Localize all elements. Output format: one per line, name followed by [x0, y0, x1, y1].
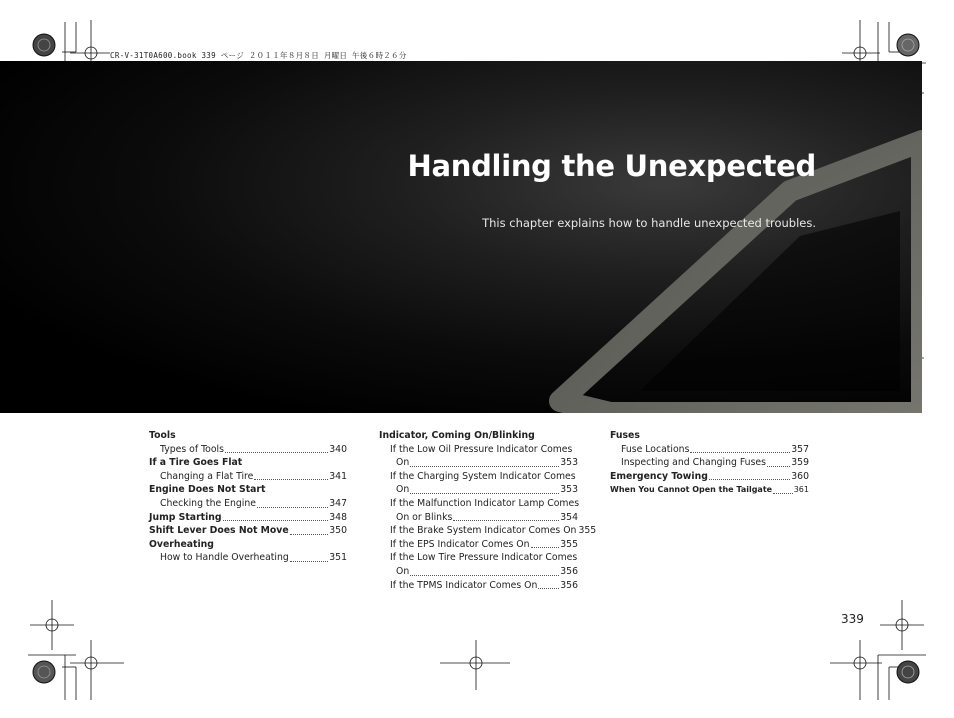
toc-entry-low-tire-pressure[interactable]: If the Low Tire Pressure Indicator Comes On 356: [390, 552, 578, 577]
toc-entry-emergency-towing[interactable]: Emergency Towing 360: [610, 470, 809, 482]
toc-entry-checking-engine[interactable]: Checking the Engine 347: [160, 497, 347, 509]
toc-column-2: [379, 429, 597, 592]
chapter-banner: [0, 61, 922, 413]
toc-entry-shift-lever[interactable]: Shift Lever Does Not Move 350: [149, 525, 347, 537]
toc-heading-tools[interactable]: Tools: [149, 430, 176, 441]
toc-heading-engine-does-not-start[interactable]: Engine Does Not Start: [149, 484, 266, 496]
page-number: 339: [841, 612, 864, 626]
chapter-subtitle: This chapter explains how to handle unexpected troubles.: [482, 216, 816, 230]
toc-entry-low-oil-pressure[interactable]: If the Low Oil Pressure Indicator Comes On 353: [390, 443, 578, 469]
toc-entry-changing-flat-tire[interactable]: Changing a Flat Tire 341: [160, 470, 347, 482]
toc-column-1: [149, 429, 347, 565]
toc-heading-overheating[interactable]: Overheating: [149, 538, 214, 550]
toc-heading-indicator[interactable]: Indicator, Coming On/Blinking: [379, 430, 535, 441]
toc-entry-types-of-tools[interactable]: Types of Tools 340: [160, 443, 347, 455]
print-header: CR-V-31T0A600.book 339 ページ ２０１１年８月８日 月曜日 午後６時２６分: [110, 51, 407, 60]
chapter-title: Handling the Unexpected: [407, 149, 816, 183]
toc-column-3: [610, 429, 809, 497]
toc-entry-handle-overheating[interactable]: How to Handle Overheating 351: [160, 552, 347, 564]
warning-triangle-image: [0, 61, 922, 413]
toc-heading-fuses[interactable]: Fuses: [610, 430, 640, 441]
toc-entry-fuse-locations[interactable]: Fuse Locations 357: [621, 443, 809, 455]
toc-entry-tailgate[interactable]: When You Cannot Open the Tailgate 361: [610, 485, 809, 495]
toc-entry-charging-system[interactable]: If the Charging System Indicator Comes On 353: [390, 470, 578, 496]
toc-entry-malfunction-indicator[interactable]: If the Malfunction Indicator Lamp Comes On or Blinks 354: [390, 497, 580, 523]
toc-entry-inspecting-fuses[interactable]: Inspecting and Changing Fuses 359: [621, 457, 809, 469]
toc-entry-eps-indicator[interactable]: If the EPS Indicator Comes On 355: [390, 538, 578, 550]
toc-heading-flat-tire[interactable]: If a Tire Goes Flat: [149, 457, 243, 469]
toc-entry-brake-system[interactable]: If the Brake System Indicator Comes On 355: [390, 525, 597, 537]
toc-entry-jump-starting[interactable]: Jump Starting 348: [149, 511, 347, 523]
toc-entry-tpms-indicator[interactable]: If the TPMS Indicator Comes On 356: [390, 579, 578, 591]
